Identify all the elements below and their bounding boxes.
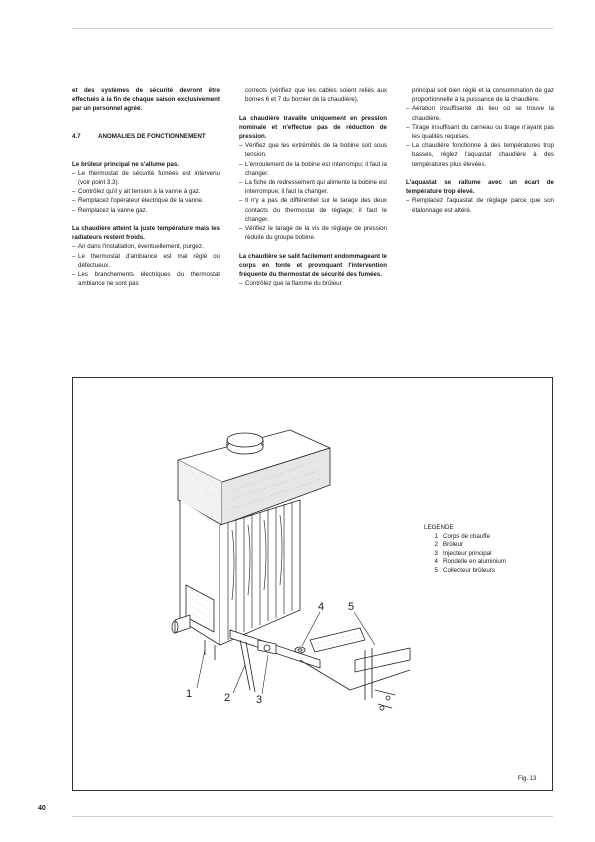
- list-item: – Il n'y a pas de différentiel sur le tarage des deux contacts du thermostat de réglage; il faut le changer.: [239, 197, 387, 223]
- list-item: – Les branchements électriques du thermostat ambiance ne sont pas: [72, 270, 220, 288]
- top-rule: [72, 28, 553, 29]
- list-item: – Remplacez la vanne gaz.: [72, 206, 148, 214]
- legend-item: 1 Corps de chauffe: [434, 532, 491, 540]
- text-column-1: [72, 86, 220, 288]
- list-item: – Vérifiez le tarage de la vis de réglage de pression réduite du groupe bobine.: [239, 225, 387, 242]
- list-item: – Contrôlez que la flamme du brûleur: [239, 280, 342, 288]
- list-item: – Aération insuffisante du lieu où se trouve la chaudière.: [406, 105, 554, 122]
- list-item: – Air dans l'installation, éventuellement, purgez.: [72, 243, 204, 251]
- figure-frame: [72, 377, 553, 791]
- legend-item: 5 Collecteur brûleurs: [434, 566, 495, 574]
- section-heading: [72, 132, 220, 141]
- problem-heading: L'aquastat se rallume avec un écart de température trop élevé.: [406, 179, 554, 196]
- problem-heading: Le brûleur principal ne s'allume pas.: [72, 160, 180, 168]
- list-item: – Le thermostat d'ambiance est mal réglé ou défectueux.: [72, 252, 220, 269]
- section-number: 4.7: [72, 132, 81, 140]
- problem-heading: La chaudière atteint la juste température mais les radiateurs restent froids.: [72, 224, 220, 242]
- continued-text: corrects (vérifiez que les cables soient reliés aux bornes 6 et 7 du bornier de la chaudière).: [245, 87, 387, 104]
- problem-heading: La chaudière travaille uniquement en pression nominale et n'effectue pas de réduction de pression.: [239, 114, 387, 140]
- callout-3: 3: [256, 694, 263, 706]
- continued-text: principal soit bien réglé et la consommation de gaz proportionnelle à la puissance de la chaudière.: [412, 87, 554, 104]
- figure-legend: [424, 524, 506, 576]
- list-item: – La chaudière fonctionne à des températures trop basses, réglez l'aquastat chaudière à des températures plus élevées.: [406, 142, 554, 168]
- legend-title: LEGENDE: [424, 524, 454, 531]
- bottom-rule: [72, 816, 553, 817]
- list-item: – L'enroulement de la bobine est interrompu; il faut la changer.: [239, 160, 387, 177]
- figure-label: Fig. 13: [518, 776, 537, 782]
- callout-1: 1: [186, 688, 193, 700]
- callout-2: 2: [224, 692, 231, 704]
- list-item: – Vérifiez que les extrémités de la bobine soit sous tension.: [239, 142, 387, 159]
- list-item: – Contrôlez qu'il y ait tension à la vanne à gaz.: [72, 188, 201, 196]
- list-item: – Tirage insuffisant du carneau ou tirage n'ayant pas les qualités requises.: [406, 123, 554, 141]
- list-item: – Le thermostat de sécurité fumées est intervenu (voir point 3.3).: [72, 169, 220, 186]
- list-item: – La fiche de redressement qui alimente la bobine est interrompue; il faut la changer.: [239, 179, 387, 196]
- callout-5: 5: [348, 601, 355, 613]
- section-title: ANOMALIES DE FONCTIONNEMENT: [98, 132, 206, 140]
- text-column-3: [406, 86, 554, 215]
- list-item: – Remplacez l'aquastat de réglage parce que son étalonnage est altéré.: [406, 197, 554, 214]
- page-number: 40: [38, 805, 46, 812]
- legend-item: 2 Brûleur: [434, 541, 463, 549]
- intro-text: et des systèmes de sécurité devront être effectués à la fin de chaque saison exclusivement par un personnel agréé.: [72, 87, 220, 113]
- callout-4: 4: [318, 601, 325, 613]
- legend-item: 4 Rondelle en aluminium: [434, 558, 506, 566]
- legend-item: 3 Injecteur principal: [434, 549, 492, 557]
- list-item: – Remplacez l'opérateur électrique de la vanne.: [72, 197, 204, 205]
- text-column-2: [239, 86, 387, 288]
- problem-heading: La chaudière se salit facilement endommageant le corps en fonte et provoquant l'intervention fréquente du thermostat de sécurité des fumées.: [239, 252, 387, 279]
